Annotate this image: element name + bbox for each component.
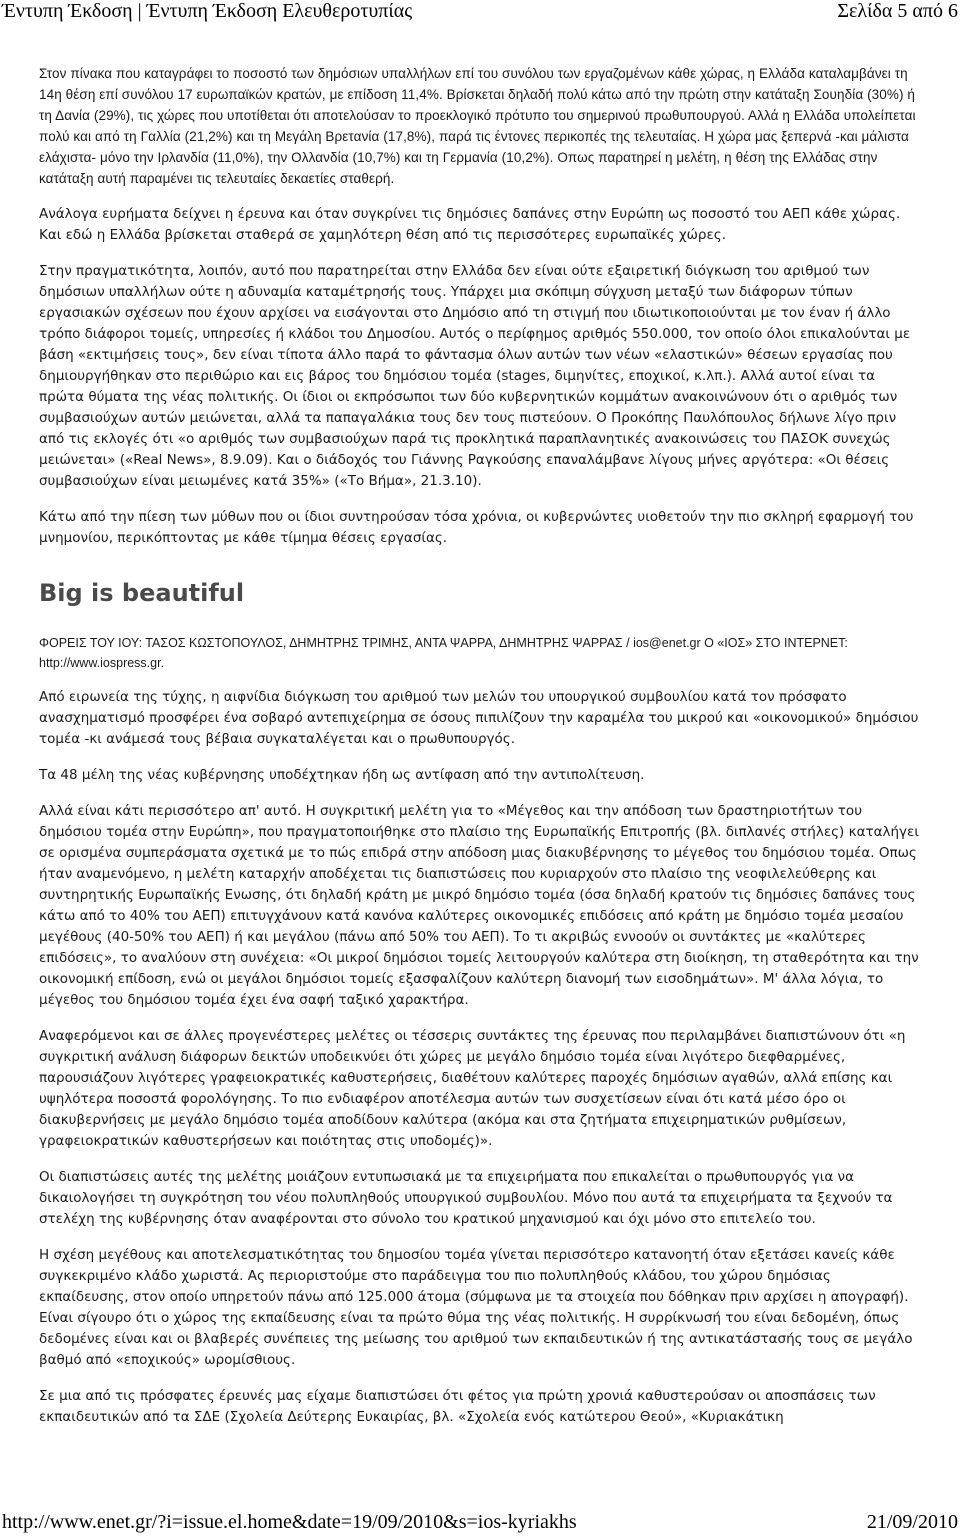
article-body — [39, 63, 924, 1443]
credits-line: ΦΟΡΕΙΣ ΤΟΥ ΙΟΥ: ΤΑΣΟΣ ΚΩΣΤΟΠΟΥΛΟΣ, ΔΗΜΗΤΡΗΣ ΤΡΙΜΗΣ, ΑΝΤΑ ΨΑΡΡΑ, ΔΗΜΗΤΡΗΣ ΨΑΡΡΑΣ / ios@enet.gr Ο «ΙΟΣ» ΣΤΟ ΙΝΤΕΡΝΕΤ: http://www.iospress.gr. — [39, 636, 848, 670]
paragraph: Η σχέση μεγέθους και αποτελεσματικότητας του δημοσίου τομέα γίνεται περισσότερο κατανοητή όταν εξετάσει κανείς κάθε συγκεκριμένο κλάδο χωριστά. Ας περιοριστούμε στο παράδειγμα του πιο πολυπληθούς κλάδου, του χώρου δημόσιας εκπαίδευσης, στον οποίο υπηρετούν πάνω από 125.000 άτομα (σύμφωνα με τα στοιχεία που δόθηκαν πριν αρχίσει η απογραφή). Είναι σίγουρο ότι ο χώρος της εκπαίδευσης είναι τα πρώτο θύμα της νέας πολιτικής. Η συρρίκνωσή του είναι δεδομένη, όπως δεδομένες είναι και οι βλαβερές συνέπειες της μείωσης του αριθμού των εκπαιδευτικών ή της αντικατάστασής τους σε μεγάλο βαθμό από «εποχικούς» ωρομίσθιους. — [39, 1247, 913, 1368]
paragraph: Από ειρωνεία της τύχης, η αιφνίδια διόγκωση του αριθμού των μελών του υπουργικού συμβουλίου κατά τον πρόσφατο ανασχηματισμό προσφέρει ένα σοβαρό αντεπιχείρημα σε όσους πιπιλίζουν την καραμέλα του μικρού και «οικονομικού» δημόσιου τομέα -κι ανάμεσά τους βέβαια συγκαταλέγεται και ο πρωθυπουργός. — [39, 689, 919, 747]
page-number: Σελίδα 5 από 6 — [837, 0, 958, 22]
paragraph: Στην πραγματικότητα, λοιπόν, αυτό που παρατηρείται στην Ελλάδα δεν είναι ούτε εξαιρετική διόγκωση του αριθμού των δημόσιων υπαλλήλων ούτε η αδυναμία καταμέτρησής τους. Υπάρχει μια σκόπιμη σύγχυση μεταξύ των διάφορων τύπων εργασιακών σχέσεων που έχουν αρχίσει να εισάγονται στο Δημόσιο από τη στιγμή που ιδιωτικοποιούνται με τον έναν ή άλλο τρόπο διάφοροι τομείς, υπηρεσίες ή κλάδοι του Δημοσίου. Αυτός ο περίφημος αριθμός 550.000, τον οποίο όλοι επικαλούνται με βάση «εκτιμήσεις τους», δεν είναι τίποτα άλλο παρά το φάντασμα όλων αυτών των νέων «ελαστικών» θέσεων εργασίας που δημιουργήθηκαν στο περιθώριο και εις βάρος του δημόσιου τομέα (stages, διμηνίτες, εποχικοί, κ.λπ.). Αλλά αυτοί είναι τα πρώτα θύματα της νέας πολιτικής. Οι ίδιοι οι εκπρόσωποι των δύο κυβερνητικών κομμάτων ανακοινώνουν ότι ο αριθμός των συμβασιούχων αυτών μειώνεται, αλλά τα παπαγαλάκια τους δεν τους πιστεύουν. Ο Προκόπης Παυλόπουλος δήλωνε λίγο πριν από τις εκλογές ότι «ο αριθμός των συμβασιούχων παρά τις προκλητικά παραπλανητικές ανακοινώσεις του ΠΑΣΟΚ συνεχώς μειώνεται» («Real News», 8.9.09). Και ο διάδοχός του Γιάννης Ραγκούσης επαναλάμβανε λίγους μήνες αργότερα: «Οι θέσεις συμβασιούχων είναι μειωμένες κατά 35%» («Το Βήμα», 21.3.10). — [39, 263, 911, 489]
paragraph: Ανάλογα ευρήματα δείχνει η έρευνα και όταν συγκρίνει τις δημόσιες δαπάνες στην Ευρώπη ως ποσοστό του ΑΕΠ κάθε χώρας. Και εδώ η Ελλάδα βρίσκεται σταθερά σε χαμηλότερη θέση από τις περισσότερες ευρωπαϊκές χώρες. — [39, 206, 901, 243]
print-footer — [0, 1511, 960, 1538]
paragraph: Αλλά είναι κάτι περισσότερο απ' αυτό. Η συγκριτική μελέτη για το «Μέγεθος και την απόδοση των δραστηριοτήτων του δημόσιου τομέα στην Ευρώπη», που πραγματοποιήθηκε στο πλαίσιο της Ευρωπαϊκής Επιτροπής (βλ. διπλανές στήλες) καταλήγει σε ορισμένα συμπεράσματα σχετικά με το πώς επιδρά στην απόδοση μιας διακυβέρνησης το μέγεθος του δημόσιου τομέα. Οπως ήταν αναμενόμενο, η μελέτη καταρχήν αποδέχεται τις διαπιστώσεις που κυριαρχούν στο πλαίσιο της νεοφιλελεύθερης και συντηρητικής Ευρωπαϊκής Ενωσης, ότι δηλαδή κράτη με μικρό δημόσιο τομέα (όσα δηλαδή κρατούν τις δημόσιες δαπάνες τους κάτω από το 40% του ΑΕΠ) επιτυγχάνουν κατά κανόνα καλύτερες οικονομικές επιδόσεις από κράτη με δημόσιο τομέα μεσαίου μεγέθους (40-50% του ΑΕΠ) ή και μεγάλου (πάνω από 50% του ΑΕΠ). Το τι ακριβώς εννοούν οι συντάκτες με «καλύτερες επιδόσεις», το αναλύουν στη συνέχεια: «Οι μικροί δημόσιοι τομείς λειτουργούν καλύτερα στη διοίκηση, τη σταθερότητα και την οικονομική επίδοση, ενώ οι μεγάλοι δημόσιοι τομείς εξασφαλίζουν καλύτερη διανομή των εισοδημάτων». Μ' άλλα λόγια, το μέγεθος του δημόσιου τομέα έχει ένα σαφή ταξικό χαρακτήρα. — [39, 803, 919, 1008]
section-heading: Big is beautiful — [39, 579, 245, 607]
paragraph: Αναφερόμενοι και σε άλλες προγενέστερες μελέτες οι τέσσερις συντάκτες της έρευνας που περιλαμβάνει διαπιστώνουν ότι «η συγκριτική ανάλυση διάφορων δεικτών υποδεικνύει ότι χώρες με μεγάλο δημόσιο τομέα είναι λιγότερο διεφθαρμένες, παρουσιάζουν λιγότερες γραφειοκρατικές καθυστερήσεις, διαθέτουν καλύτερες παροχές δημόσιων αγαθών, αλλά επίσης και υψηλότερα ποσοστά φορολόγησης. Το πιο ενδιαφέρον αποτέλεσμα αυτών των συσχετίσεων είναι ότι κατά μέσο όρο οι διακυβερνήσεις με μεγάλο δημόσιο τομέα αποδίδουν καλύτερα (ακόμα και στα ζητήματα επιχειρηματικών ρυθμίσεων, γραφειοκρατικών καθυστερήσεων και ποιότητας στις υποδομές)». — [39, 1028, 906, 1149]
paragraph: Οι διαπιστώσεις αυτές της μελέτης μοιάζουν εντυπωσιακά με τα επιχειρήματα που επικαλείται ο πρωθυπουργός για να δικαιολογήσει τη συγκρότηση του νέου πολυπληθούς υπουργικού συμβουλίου. Μόνο που αυτά τα επιχειρήματα τα ξεχνούν τα στελέχη της κυβέρνησης όταν αναφέρονται στο σύνολο του κρατικού μηχανισμού και όχι μόνο στο επιτελείο του. — [39, 1169, 893, 1227]
paragraph: Στον πίνακα που καταγράφει το ποσοστό των δημόσιων υπαλλήλων επί του συνόλου των εργαζομένων κάθε χώρας, η Ελλάδα καταλαμβάνει τη 14η θέση επί συνόλου 17 ευρωπαϊκών κρατών, με επίδοση 11,4%. Βρίσκεται δηλαδή πολύ κάτω από την πρώτη στην κατάταξη Σουηδία (30%) ή τη Δανία (29%), τις χώρες που υποτίθεται ότι αποτελούσαν το προεκλογικό πρότυπο του σημερινού πρωθυπουργού. Αλλά η Ελλάδα υπολείπεται πολύ και από τη Γαλλία (21,2%) και τη Μεγάλη Βρετανία (17,8%), παρά τις έντονες περικοπές της τελευταίας. Η χώρα μας ξεπερνά -και μάλιστα ελάχιστα- μόνο την Ιρλανδία (11,0%), την Ολλανδία (10,7%) και τη Γερμανία (10,2%). Οπως παρατηρεί η μελέτη, η θέση της Ελλάδας στην κατάταξη αυτή παραμένει τις τελευταίες δεκαετίες σταθερή. — [39, 66, 916, 186]
page-url: http://www.enet.gr/?i=issue.el.home&date=19/09/2010&s=ios-kyriakhs — [2, 1511, 577, 1533]
print-header-title: Έντυπη Έκδοση | Έντυπη Έκδοση Ελευθεροτυπίας — [2, 0, 413, 22]
print-header — [0, 0, 960, 28]
paragraph: Σε μια από τις πρόσφατες έρευνές μας είχαμε διαπιστώσει ότι φέτος για πρώτη χρονιά καθυστερούσαν οι αποσπάσεις των εκπαιδευτικών από τα ΣΔΕ (Σχολεία Δεύτερης Ευκαιρίας, βλ. «Σχολεία ενός κατώτερου Θεού», «Κυριακάτικη — [39, 1388, 876, 1425]
paragraph: Κάτω από την πίεση των μύθων που οι ίδιοι συντηρούσαν τόσα χρόνια, οι κυβερνώντες υιοθετούν την πιο σκληρή εφαρμογή του μνημονίου, περικόπτοντας με κάθε τίμημα θέσεις εργασίας. — [39, 509, 914, 546]
paragraph: Τα 48 μέλη της νέας κυβέρνησης υποδέχτηκαν ήδη ως αντίφαση από την αντιπολίτευση. — [39, 767, 645, 783]
print-date: 21/09/2010 — [866, 1511, 958, 1533]
